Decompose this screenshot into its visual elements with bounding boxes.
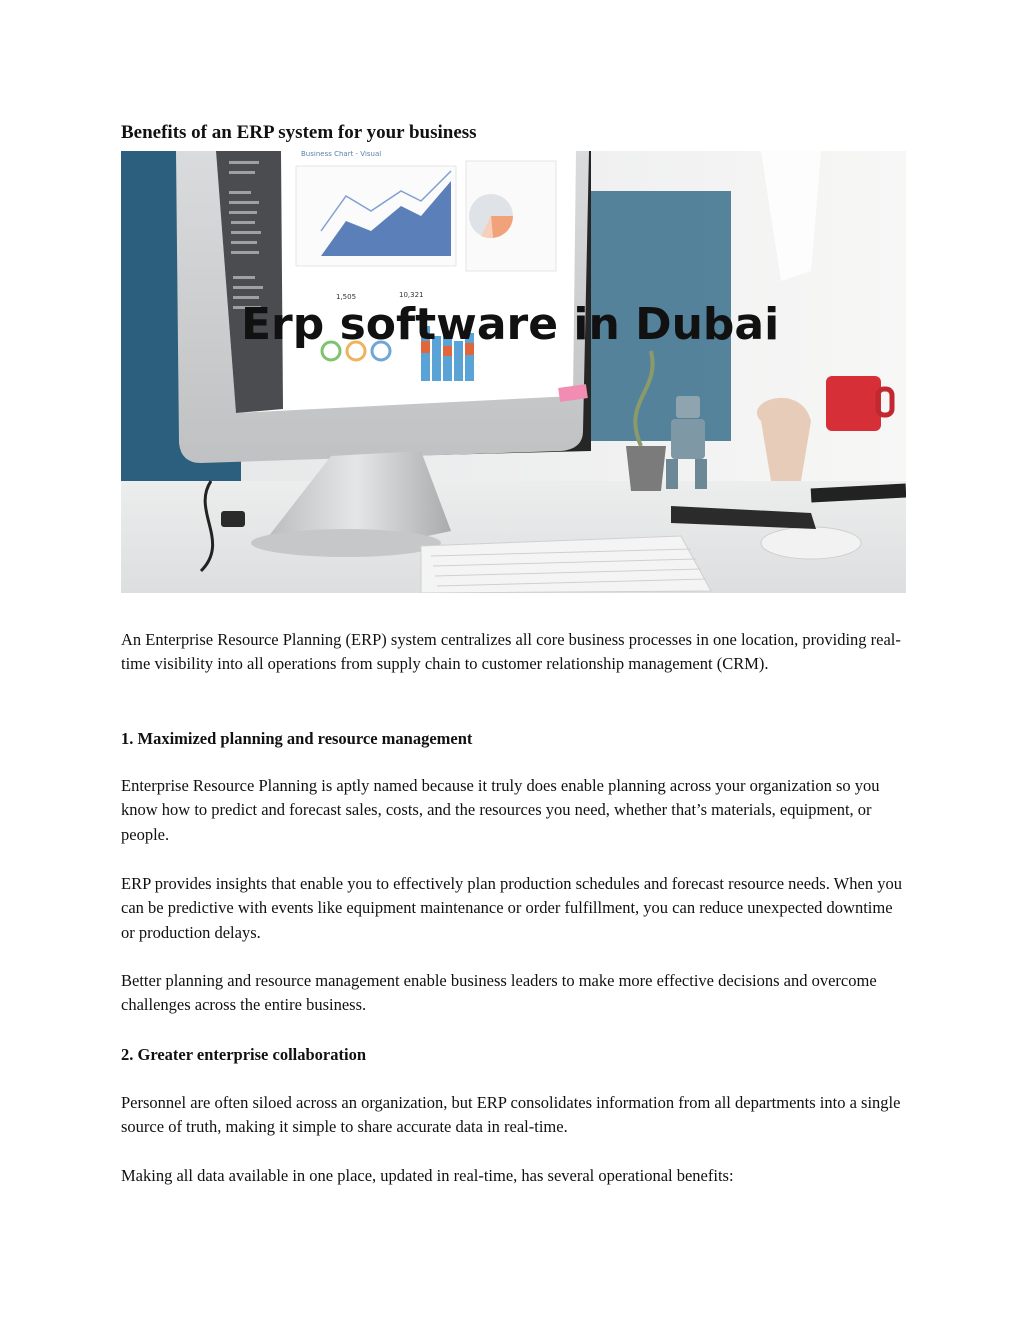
overlay-title: Erp software in Dubai [241,299,780,350]
screen-stat-two: 10,321 [399,291,424,299]
section-1-paragraph-3: Better planning and resource management enable business leaders to make more effective decisions and overcome challenges across the entire business. [121,971,877,1015]
screen-pie-chart [466,161,556,271]
screen-stat-one: 1,505 [336,293,357,301]
mouse [761,527,861,559]
plant-pot [626,446,666,491]
erp-desk-illustration [121,151,906,593]
screen-dashboard-heading: Business Chart - Visual [301,151,382,158]
stand-base [251,529,441,557]
section-1-heading: 1. Maximized planning and resource management [121,729,473,748]
charger [221,511,245,527]
intro-paragraph: An Enterprise Resource Planning (ERP) system centralizes all core business processes in one location, providing real-time visibility into all operations from supply chain to customer relationship management (CRM). [121,630,901,674]
section-2-paragraph-2: Making all data available in one place, updated in real-time, has several operational benefits: [121,1166,734,1185]
hero-image [121,151,906,593]
screen-area-chart [296,166,456,266]
red-mug [826,376,881,431]
section-1-paragraph-2: ERP provides insights that enable you to effectively plan production schedules and forecast resource needs. When you can be predictive with events like equipment maintenance or order fulfillment, you can reduce unexpected downtime or production delays. [121,874,902,942]
section-2-heading: 2. Greater enterprise collaboration [121,1045,366,1064]
keyboard [421,536,711,593]
document-title: Benefits of an ERP system for your business [121,122,477,143]
section-1-paragraph-1: Enterprise Resource Planning is aptly named because it truly does enable planning across your organization so you know how to predict and forecast sales, costs, and the resources you need, whether that’s materials, equipment, or people. [121,776,880,844]
section-2-paragraph-1: Personnel are often siloed across an organization, but ERP consolidates information from all departments into a single source of truth, making it simple to share accurate data in real-time. [121,1093,901,1137]
